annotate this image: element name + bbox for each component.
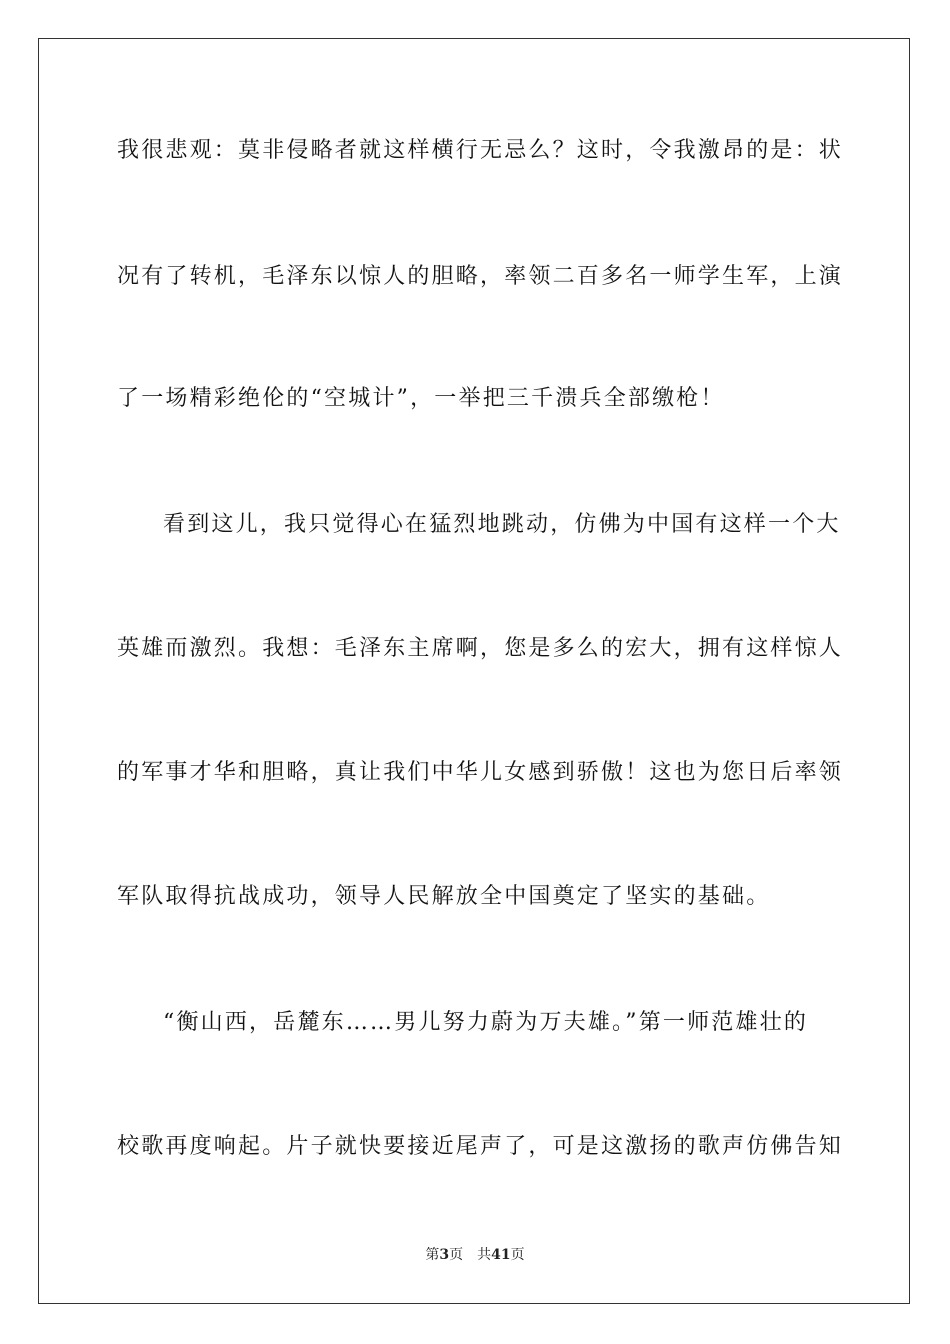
paragraph-first-line: 看到这儿，我只觉得心在猛烈地跳动，仿佛为中国有这样一个大 — [163, 512, 841, 537]
text-line: 校歌再度响起。片子就快要接近尾声了，可是这激扬的歌声仿佛告知 — [117, 1134, 844, 1159]
page-suffix: 页 — [449, 1247, 464, 1263]
total-suffix: 页 — [510, 1247, 525, 1263]
text-line: 军队取得抗战成功，领导人民解放全中国奠定了坚实的基础。 — [117, 884, 771, 909]
text-line: 的军事才华和胆略，真让我们中华儿女感到骄傲！这也为您日后率领 — [117, 760, 844, 785]
text-line: 英雄而激烈。我想：毛泽东主席啊，您是多么的宏大，拥有这样惊人 — [117, 636, 844, 661]
text-line: 了一场精彩绝伦的“空城计”，一举把三千溃兵全部缴枪！ — [117, 386, 725, 411]
page-footer — [0, 1246, 950, 1264]
text-line: 我很悲观：莫非侵略者就这样横行无忌么？这时，令我激昂的是：状 — [117, 138, 844, 163]
page-prefix: 第 — [425, 1247, 440, 1263]
total-pages: 41 — [491, 1247, 511, 1263]
page-number: 3 — [439, 1247, 450, 1263]
page-border — [38, 38, 910, 1304]
text-line: 况有了转机，毛泽东以惊人的胆略，率领二百多名一师学生军，上演 — [117, 264, 844, 289]
total-prefix: 共 — [477, 1247, 492, 1263]
paragraph-first-line: “衡山西，岳麓东……男儿努力蔚为万夫雄。”第一师范雄壮的 — [163, 1010, 809, 1035]
